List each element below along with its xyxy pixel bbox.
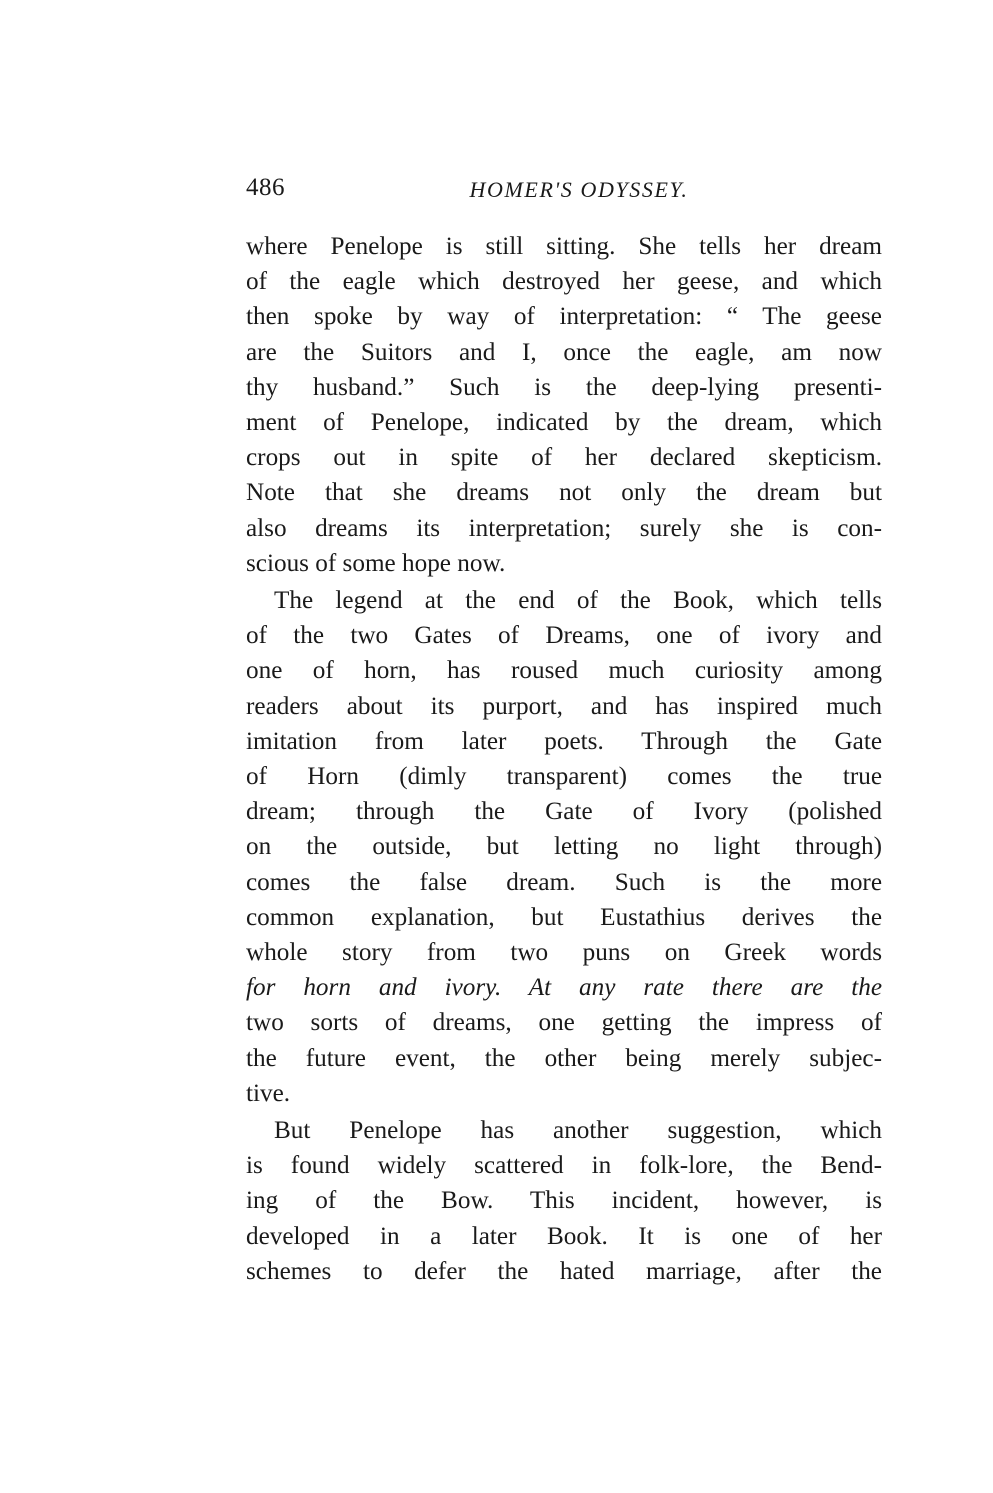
text-line: comes the false dream. Such is the more <box>246 868 882 896</box>
text-line: readers about its purport, and has inspired much <box>246 692 882 720</box>
body-text <box>246 229 882 1289</box>
text-line: scious of some hope now. <box>246 549 506 577</box>
text-line: tive. <box>246 1079 291 1107</box>
text-line: on the outside, but letting no light through) <box>246 833 882 861</box>
page-number: 486 <box>246 174 285 201</box>
text-line: for horn and ivory. At any rate there are the <box>246 974 882 1002</box>
text-line: of the two Gates of Dreams, one of ivory and <box>246 622 882 650</box>
text-line: where Penelope is still sitting. She tells her dream <box>246 233 882 260</box>
paragraph-gates-of-dreams <box>246 583 882 1111</box>
text-line: crops out in spite of her declared skepticism. <box>246 444 882 472</box>
paragraph-bending-of-the-bow <box>246 1113 882 1289</box>
text-line: The legend at the end of the Book, which tells <box>274 587 882 615</box>
text-line: thy husband.” Such is the deep-lying presenti- <box>246 373 882 401</box>
text-line: are the Suitors and I, once the eagle, am now <box>246 338 882 366</box>
text-line: is found widely scattered in folk-lore, the Bend- <box>246 1152 882 1180</box>
text-line: ment of Penelope, indicated by the dream, which <box>246 409 882 437</box>
text-line: common explanation, but Eustathius derives the <box>246 903 882 931</box>
text-line: imitation from later poets. Through the Gate <box>246 727 882 755</box>
text-line: of Horn (dimly transparent) comes the true <box>246 763 882 791</box>
running-head <box>246 174 882 210</box>
text-line: of the eagle which destroyed her geese, and which <box>246 268 882 296</box>
paragraph-dream-interpretation <box>246 229 882 581</box>
text-line: developed in a later Book. It is one of her <box>246 1222 882 1250</box>
text-line: Note that she dreams not only the dream but <box>246 479 882 507</box>
text-line: dream; through the Gate of Ivory (polished <box>246 798 882 826</box>
text-line: two sorts of dreams, one getting the impress of <box>246 1009 882 1037</box>
text-line: also dreams its interpretation; surely she is con- <box>246 514 882 542</box>
text-line: schemes to defer the hated marriage, after the <box>246 1257 882 1285</box>
running-title: HOMER'S ODYSSEY. <box>469 177 689 202</box>
text-line: the future event, the other being merely subjec- <box>246 1044 882 1072</box>
text-line: then spoke by way of interpretation: “ The geese <box>246 303 882 331</box>
text-line: ing of the Bow. This incident, however, is <box>246 1187 882 1215</box>
text-line: whole story from two puns on Greek words <box>246 939 882 967</box>
text-line: But Penelope has another suggestion, which <box>274 1117 882 1145</box>
text-line: one of horn, has roused much curiosity among <box>246 657 882 685</box>
